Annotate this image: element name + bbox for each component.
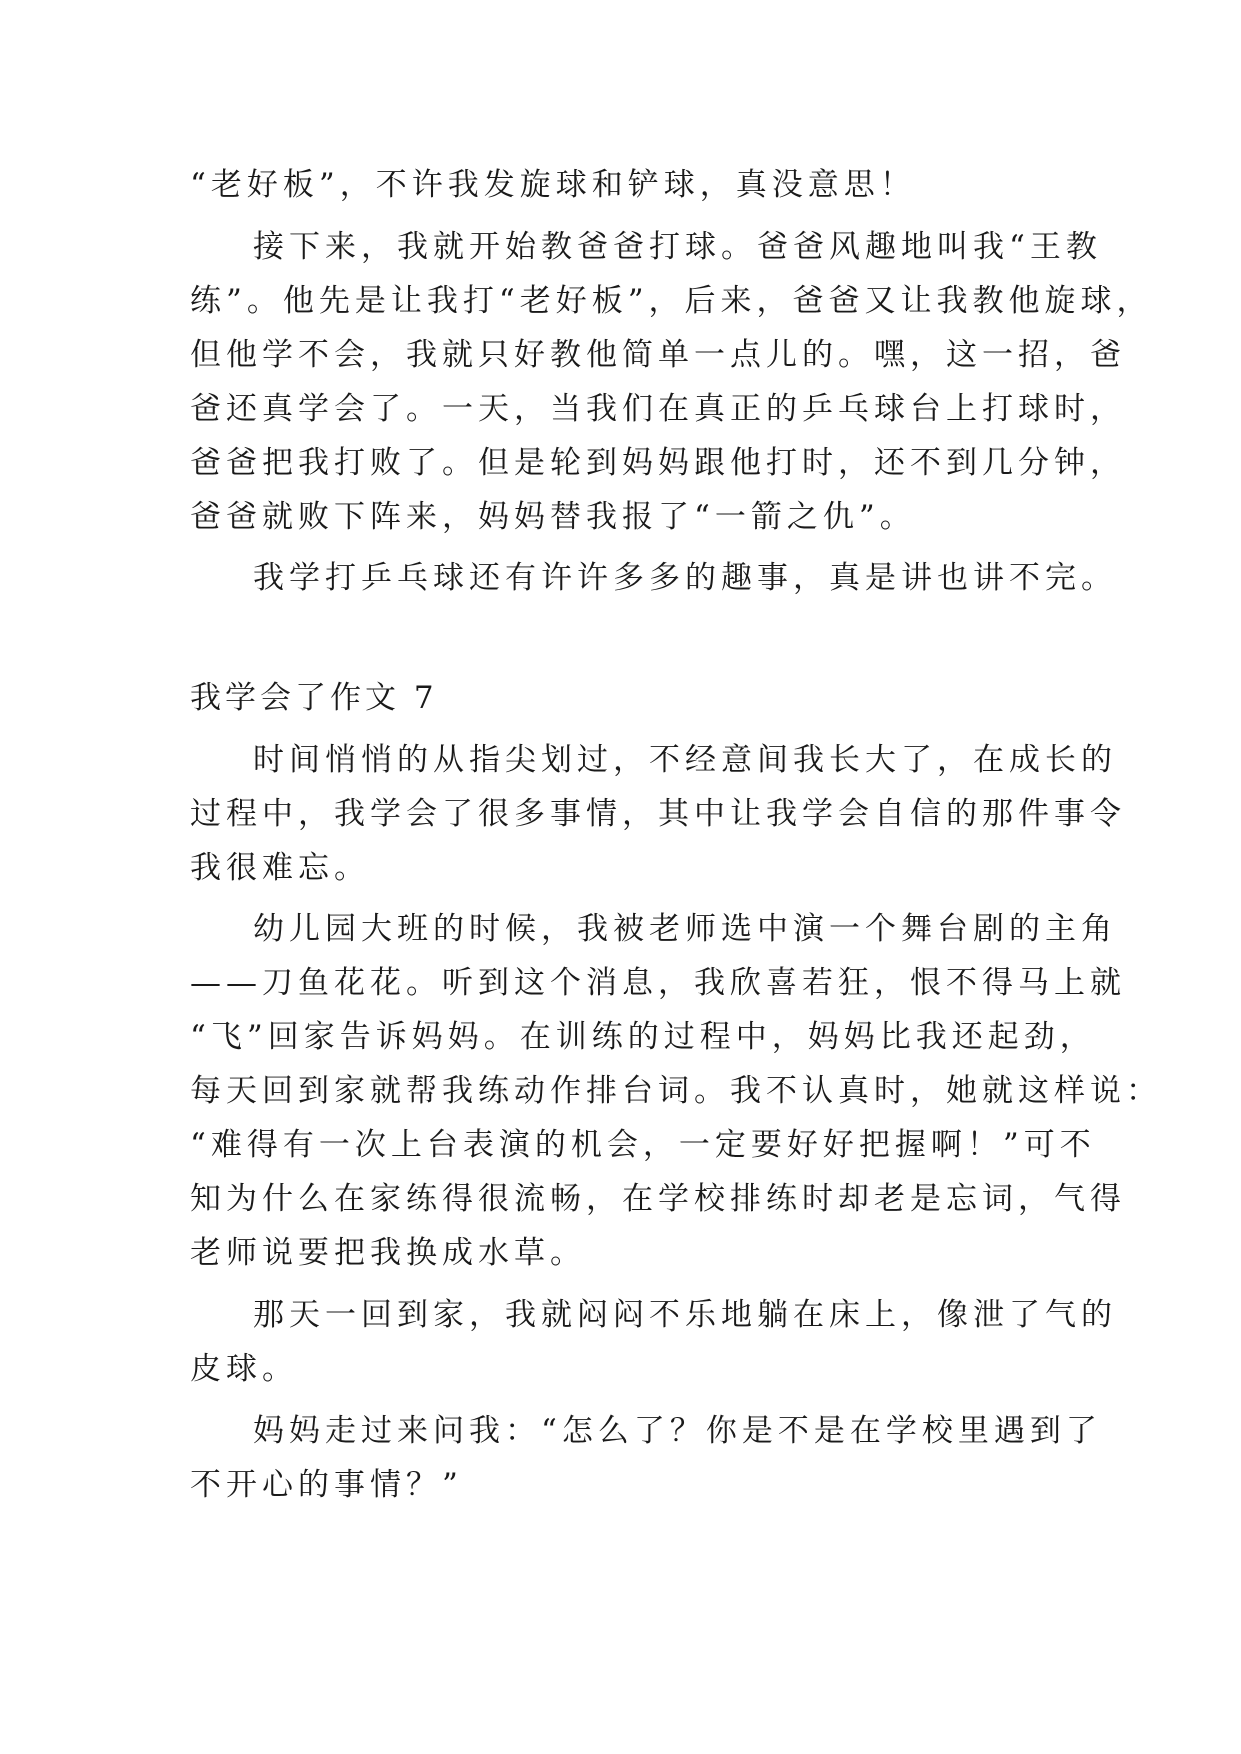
text-line: 过程中，我学会了很多事情，其中让我学会自信的那件事令 <box>190 796 1126 832</box>
text-line: 老师说要把我换成水草。 <box>190 1235 586 1271</box>
paragraph-first-line: 妈妈走过来问我：“怎么了？你是不是在学校里遇到了 <box>253 1413 1102 1449</box>
paragraph-first-line: 时间悄悄的从指尖划过，不经意间我长大了，在成长的 <box>253 742 1117 778</box>
text-line: 不开心的事情？” <box>190 1467 463 1503</box>
text-line: 练”。他先是让我打“老好板”，后来，爸爸又让我教他旋球， <box>190 283 1153 319</box>
text-line: 我很难忘。 <box>190 850 370 886</box>
text-line: “飞”回家告诉妈妈。在训练的过程中，妈妈比我还起劲， <box>190 1019 1096 1055</box>
text-line: 知为什么在家练得很流畅，在学校排练时却老是忘词，气得 <box>190 1181 1126 1217</box>
text-line: 爸爸把我打败了。但是轮到妈妈跟他打时，还不到几分钟， <box>190 445 1126 481</box>
paragraph-first-line: 接下来，我就开始教爸爸打球。爸爸风趣地叫我“王教 <box>253 229 1102 265</box>
text-line: “难得有一次上台表演的机会，一定要好好把握啊！”可不 <box>190 1127 1096 1163</box>
text-line: “老好板”，不许我发旋球和铲球，真没意思！ <box>190 167 916 203</box>
text-line: 爸爸就败下阵来，妈妈替我报了“一箭之仇”。 <box>190 499 916 535</box>
section-heading: 我学会了作文 7 <box>190 680 438 716</box>
paragraph-first-line: 我学打乒乓球还有许许多多的趣事，真是讲也讲不完。 <box>253 560 1117 596</box>
paragraph-first-line: 幼儿园大班的时候，我被老师选中演一个舞台剧的主角 <box>253 911 1117 947</box>
text-line: 皮球。 <box>190 1351 298 1387</box>
paragraph-first-line: 那天一回到家，我就闷闷不乐地躺在床上，像泄了气的 <box>253 1297 1117 1333</box>
text-line: 爸还真学会了。一天，当我们在真正的乒乓球台上打球时， <box>190 391 1126 427</box>
text-line: 但他学不会，我就只好教他简单一点儿的。嘿，这一招，爸 <box>190 337 1126 373</box>
text-line: ——刀鱼花花。听到这个消息，我欣喜若狂，恨不得马上就 <box>190 965 1126 1001</box>
text-line: 每天回到家就帮我练动作排台词。我不认真时，她就这样说： <box>190 1073 1162 1109</box>
